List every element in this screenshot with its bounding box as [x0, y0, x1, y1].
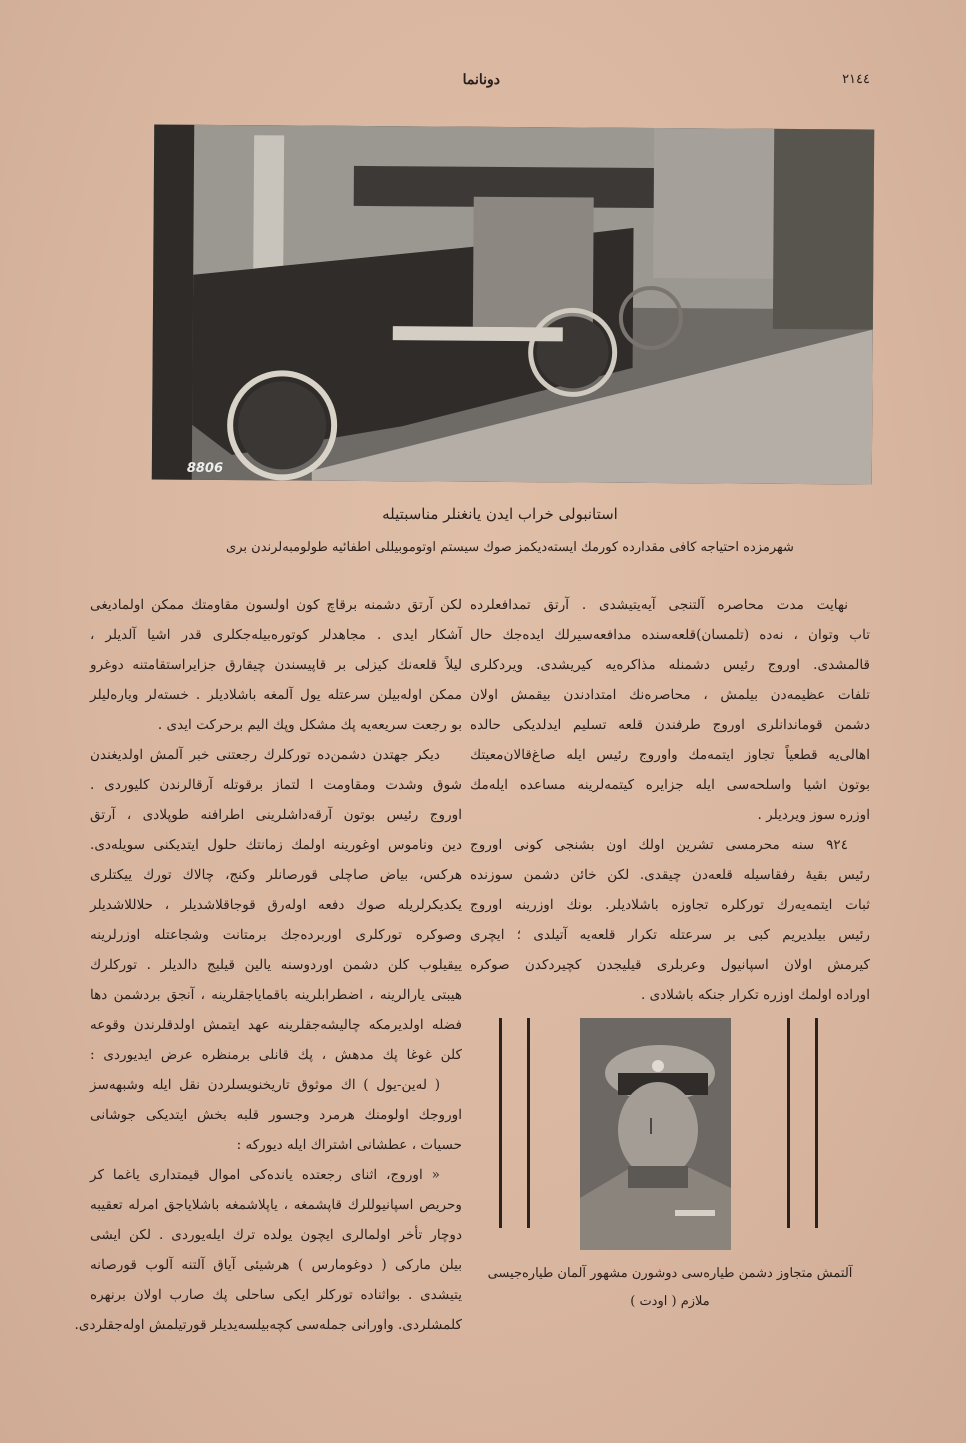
text-line: ممکن اوله‌بیلن سرعتله یول آلمغه باشلادیلر . خسته‌لر ویاره‌لیلر — [90, 687, 462, 703]
fire-engine-photo — [152, 124, 874, 484]
text-line: یتیشدی . بواثناده تورکلر ایکی ساحلی پك صارب اولان برنهره — [90, 1287, 462, 1303]
text-line: قالمشدی. اوروج رئیس دشمنله مذاکره‌یه کیریشدی. ویردکلری — [470, 657, 870, 673]
text-line: اهالی‌یه قطعیاً تجاوز ایتمه‌مك واوروج رئیس ایله صاغ‌قالان‌معیتك — [470, 747, 870, 763]
text-line: لکن آرتق دشمنه برقاچ کون اولسون مقاومتك ممکن اولمادیغی — [90, 597, 462, 613]
portrait-caption-line-2: ملازم ( اودت ) — [630, 1294, 710, 1309]
text-line: دشمن قوماندانلری اوروج طرفندن قلعه تسلیم ایدلدیکی حالده — [470, 717, 870, 733]
running-header — [440, 72, 870, 96]
text-line: دیکر جهتدن دشمن‌ده تورکلرك رجعتنی خبر آلمش اولدیغندن — [90, 747, 440, 763]
text-line: رئیس بقیهٔ رفقاسیله قلعه‌دن چیقدی. لکن خائن دشمن سوزنده — [470, 867, 870, 883]
text-line: وصوکره تورکلری اوربرده‌جك برمتانت وشجاعتله اوزرلرینه — [90, 927, 462, 943]
text-line: شوق وشدت ومقاومت ا لتماز برقوتله آرقالرندن کلیوردی . — [90, 777, 462, 793]
vertical-rule — [527, 1018, 530, 1228]
text-line: هیبتی یارالرینه ، اضطرابلرینه باقمایاجقلرینه ، آنجق بردشمن دها — [90, 987, 462, 1003]
text-line: اوروج رئیس بوتون آرقه‌داشلرینی اطرافنه طوپلادی ، آرتق — [90, 807, 462, 823]
photo-caption-subtitle: شهرمزده احتیاجه کافی مقدارده کورمك ایسته‌دیکمز صوك سیستم اوتوموبیللی اطفائیه طولومبه‌لرندن بری — [226, 540, 794, 555]
text-line: یکدیکرلریله صوك دفعه اوله‌رق قوجاقلاشدیلر ، حلاللاشدیلر — [90, 897, 462, 913]
text-line: نهایت مدت محاصره آلتنجی آیه‌یتیشدی . آرتق تمدافعلرده — [470, 597, 848, 613]
text-line: ییقیلوب کلن دشمن اوردوسنه یالین قیلیج دالدیلر . تورکلرك — [90, 957, 462, 973]
text-line: اوروجك اولومنك هرمرد وجسور قلبه بخش ایتدیکی جوشانی — [90, 1107, 462, 1123]
text-line: آشکار ایدی . مجاهدلر کوتوره‌بیله‌جکلری قدر اشیا آلدیلر ، — [90, 627, 462, 643]
text-line: فضله اولدیرمکه چالیشه‌جقلرینه عهد ایتمش اولدقلرندن وقوعه — [90, 1017, 462, 1033]
aviator-portrait-image — [580, 1018, 731, 1250]
photo-caption-title: استانبولی خراب ایدن یانغنلر مناسبتیله — [382, 505, 618, 523]
text-line: اوراده اولمك اوزره تکرار جنکه باشلادی . — [640, 987, 870, 1003]
text-line: لیلاً قلعه‌نك کیزلی بر قاپیسندن چیقارق جزایراستقامتنه دوغرو — [90, 657, 462, 673]
text-line: هرکس، بیاض صاچلی قورصانلر وکنج، چالاك تورك ییکتلری — [90, 867, 462, 883]
right-column-text — [470, 590, 870, 1010]
page-number: ٢١٤٤ — [842, 72, 870, 87]
text-line: بیلن مارکی ( دوغومارس ) هرشیئی آیاق آلتنه آلوب قورصانه — [90, 1257, 462, 1273]
text-line: تلفات عظیمه‌دن بیلمش ، محاصره‌نك امتدادندن بیقمش اولان — [470, 687, 870, 703]
left-column-text — [74, 590, 462, 1340]
vertical-rule — [499, 1018, 502, 1228]
text-line: وحریص اسپانیوللرك قاپشمغه ، یاپلاشمغه باشلایاجق امرله تعقیبه — [90, 1197, 462, 1213]
text-line: کلمشلردی. واورانی جمله‌سی کچه‌بیلسه‌یدیلر قورتیلمش اوله‌جقلردی. — [74, 1317, 462, 1333]
text-line: حسیات ، عطشانی اشتراك ایله دیورکه : — [236, 1137, 462, 1153]
text-line: ثبات ایتمه‌یه‌رك تورکلره تجاوزه باشلادیلر. بونك اوزرینه اوروج — [470, 897, 870, 913]
text-line: تاب وتوان ، نه‌ده (تلمسان)قلعه‌سنده مدافعه‌سیرلك ایده‌جك حال — [470, 627, 870, 643]
portrait-caption — [470, 1260, 870, 1316]
text-line: « اوروج، اثنای رجعتده یانده‌کی اموال قیمتداری یاغما کر — [90, 1167, 440, 1183]
text-line: ( له‌ین-یول ) اك موثوق تاریخنویسلردن نقل ایله وشبهه‌سز — [90, 1077, 440, 1093]
text-line: بو رجعت سریعه‌یه پك مشکل وپك الیم برحرکت ایدی . — [157, 717, 462, 733]
text-line: کلن غوغا پك مدهش ، پك قانلی برمنظره عرض ایدیوردی : — [90, 1047, 462, 1063]
vertical-rule — [787, 1018, 790, 1228]
fire-engine-image — [152, 124, 874, 484]
text-line: ٩٢٤ سنه محرمسی تشرین اولك اون بشنجی کونی اوروج — [470, 837, 848, 853]
text-line: دین وناموس اوغورینه اولمك زمانتك حلول ایتدیکنی سویله‌دی. — [90, 837, 462, 853]
portrait-caption-line-1: آلتمش متجاوز دشمن طیاره‌سی دوشورن مشهور آلمان طیاره‌جیسی — [487, 1266, 853, 1281]
text-line: دوچار تأخر اولمالری ایچون یولده ترك ایله‌یوردی . لکن ایشی — [90, 1227, 462, 1243]
text-line: کیرمش اولان اسپانیول وعربلری قیلیجدن کچیردکدن صوکره — [470, 957, 870, 973]
aviator-portrait — [580, 1018, 731, 1250]
journal-name: دونانما — [462, 72, 500, 88]
text-line: بوتون اشیا واسلحه‌سی ایله جزایره کیتمه‌لرینه مساعده ایله‌مك — [470, 777, 870, 793]
vertical-rule — [815, 1018, 818, 1228]
text-line: اوزره سوز ویردیلر . — [757, 807, 870, 823]
portrait-figure — [488, 1018, 838, 1243]
plate-number: 8806 — [186, 460, 224, 476]
text-line: رئیس بیلدیریم کبی بر سرعتله تکرار قلعه‌یه آتیلدی ؛ ایچری — [470, 927, 870, 943]
